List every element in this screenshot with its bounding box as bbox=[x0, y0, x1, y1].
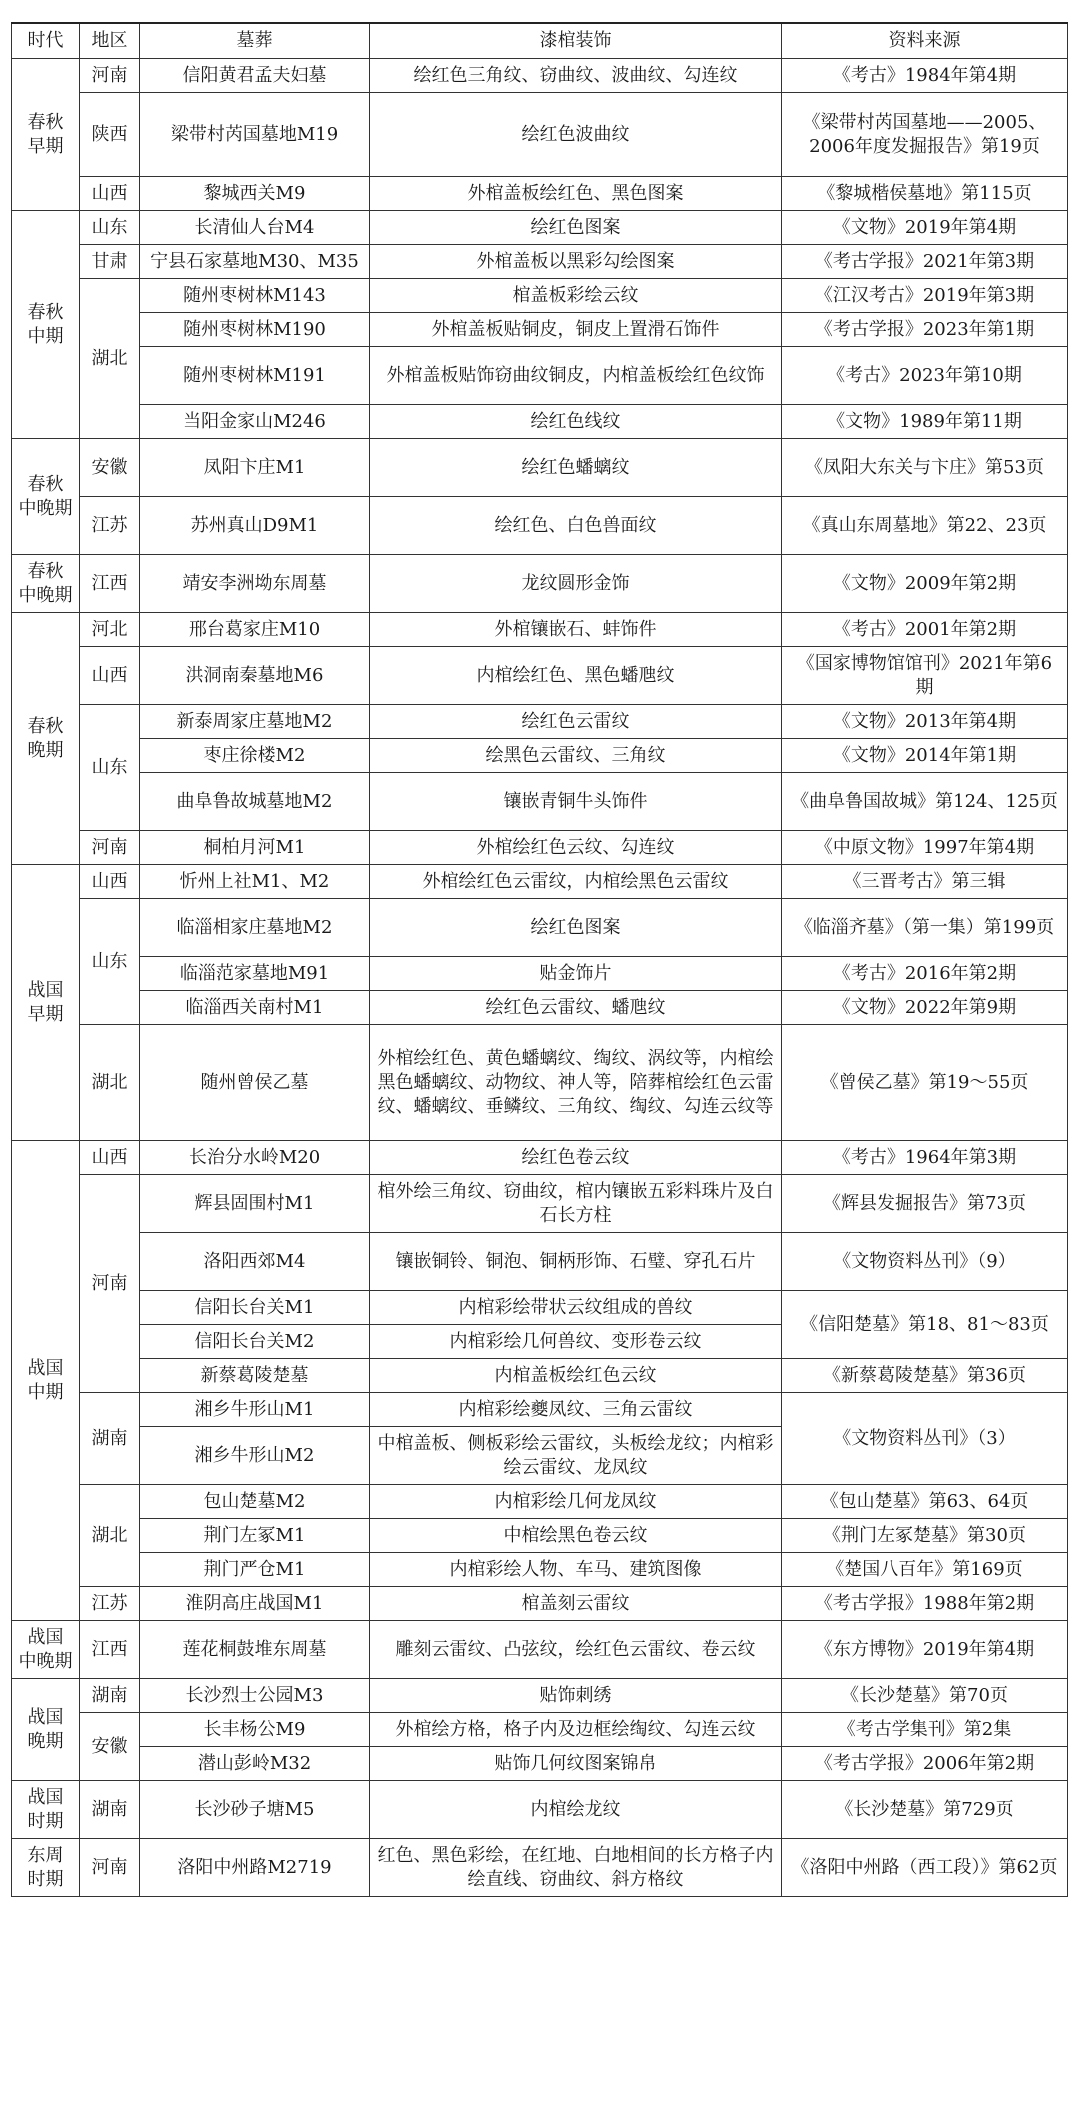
table-row bbox=[12, 1485, 1068, 1519]
tomb-cell: 随州曾侯乙墓 bbox=[140, 1025, 370, 1141]
table-row bbox=[12, 773, 1068, 831]
tomb-cell: 当阳金家山M246 bbox=[140, 405, 370, 439]
source-cell: 《新蔡葛陵楚墓》第36页 bbox=[782, 1359, 1068, 1393]
source-cell: 《曲阜鲁国故城》第124、125页 bbox=[782, 773, 1068, 831]
period-cell: 春秋 早期 bbox=[12, 59, 80, 211]
source-cell: 《长沙楚墓》第729页 bbox=[782, 1781, 1068, 1839]
decoration-cell: 内棺绘龙纹 bbox=[370, 1781, 782, 1839]
table-row bbox=[12, 93, 1068, 177]
decoration-cell: 外棺盖板以黑彩勾绘图案 bbox=[370, 245, 782, 279]
decoration-cell: 绘红色蟠螭纹 bbox=[370, 439, 782, 497]
decoration-cell: 外棺绘红色、黄色蟠螭纹、绹纹、涡纹等，内棺绘黑色蟠螭纹、动物纹、神人等，陪葬棺绘红色云雷纹、蟠螭纹、垂鳞纹、三角纹、绹纹、勾连云纹等 bbox=[370, 1025, 782, 1141]
source-cell: 《江汉考古》2019年第3期 bbox=[782, 279, 1068, 313]
decoration-cell: 贴饰几何纹图案锦帛 bbox=[370, 1747, 782, 1781]
tomb-cell: 临淄范家墓地M91 bbox=[140, 957, 370, 991]
tomb-cell: 莲花桐鼓堆东周墓 bbox=[140, 1621, 370, 1679]
tomb-cell: 信阳长台关M2 bbox=[140, 1325, 370, 1359]
table-row bbox=[12, 647, 1068, 705]
table-row bbox=[12, 991, 1068, 1025]
header-decoration: 漆棺装饰 bbox=[370, 23, 782, 59]
decoration-cell: 外棺绘红色云纹、勾连纹 bbox=[370, 831, 782, 865]
source-cell: 《洛阳中州路（西工段）》第62页 bbox=[782, 1839, 1068, 1897]
source-cell: 《东方博物》2019年第4期 bbox=[782, 1621, 1068, 1679]
table-row bbox=[12, 245, 1068, 279]
table-row bbox=[12, 1621, 1068, 1679]
decoration-cell: 绘红色图案 bbox=[370, 899, 782, 957]
decoration-cell: 外棺绘方格，格子内及边框绘绹纹、勾连云纹 bbox=[370, 1713, 782, 1747]
table-row bbox=[12, 739, 1068, 773]
region-cell: 河南 bbox=[80, 831, 140, 865]
source-cell: 《中原文物》1997年第4期 bbox=[782, 831, 1068, 865]
source-cell: 《三晋考古》第三辑 bbox=[782, 865, 1068, 899]
tomb-cell: 临淄西关南村M1 bbox=[140, 991, 370, 1025]
tomb-cell: 荆门严仓M1 bbox=[140, 1553, 370, 1587]
table-row bbox=[12, 1393, 1068, 1427]
table-row bbox=[12, 613, 1068, 647]
region-cell: 湖南 bbox=[80, 1393, 140, 1485]
decoration-cell: 绘红色波曲纹 bbox=[370, 93, 782, 177]
source-cell: 《考古》2023年第10期 bbox=[782, 347, 1068, 405]
source-cell: 《考古学集刊》第2集 bbox=[782, 1713, 1068, 1747]
region-cell: 山西 bbox=[80, 177, 140, 211]
tomb-cell: 新泰周家庄墓地M2 bbox=[140, 705, 370, 739]
table-row bbox=[12, 1359, 1068, 1393]
region-cell: 山东 bbox=[80, 899, 140, 1025]
tomb-cell: 桐柏月河M1 bbox=[140, 831, 370, 865]
source-cell: 《考古》2016年第2期 bbox=[782, 957, 1068, 991]
region-cell: 江苏 bbox=[80, 497, 140, 555]
decoration-cell: 红色、黑色彩绘，在红地、白地相间的长方格子内绘直线、窃曲纹、斜方格纹 bbox=[370, 1839, 782, 1897]
source-cell: 《考古》1984年第4期 bbox=[782, 59, 1068, 93]
decoration-cell: 中棺绘黑色卷云纹 bbox=[370, 1519, 782, 1553]
region-cell: 安徽 bbox=[80, 439, 140, 497]
table-row bbox=[12, 1713, 1068, 1747]
tomb-cell: 忻州上社M1、M2 bbox=[140, 865, 370, 899]
tomb-cell: 信阳黄君孟夫妇墓 bbox=[140, 59, 370, 93]
table-row bbox=[12, 1233, 1068, 1291]
decoration-cell: 内棺彩绘几何兽纹、变形卷云纹 bbox=[370, 1325, 782, 1359]
decoration-cell: 外棺盖板绘红色、黑色图案 bbox=[370, 177, 782, 211]
decoration-cell: 外棺盖板贴铜皮，铜皮上置滑石饰件 bbox=[370, 313, 782, 347]
table-row bbox=[12, 59, 1068, 93]
header-period: 时代 bbox=[12, 23, 80, 59]
tomb-cell: 曲阜鲁故城墓地M2 bbox=[140, 773, 370, 831]
source-cell: 《文物》2019年第4期 bbox=[782, 211, 1068, 245]
source-cell: 《文物资料丛刊》（9） bbox=[782, 1233, 1068, 1291]
table-row bbox=[12, 865, 1068, 899]
region-cell: 山西 bbox=[80, 1141, 140, 1175]
table-body bbox=[12, 59, 1068, 1897]
table-row bbox=[12, 347, 1068, 405]
decoration-cell: 外棺绘红色云雷纹，内棺绘黑色云雷纹 bbox=[370, 865, 782, 899]
region-cell: 江西 bbox=[80, 1621, 140, 1679]
decoration-cell: 内棺彩绘人物、车马、建筑图像 bbox=[370, 1553, 782, 1587]
period-cell: 战国 早期 bbox=[12, 865, 80, 1141]
table-row bbox=[12, 405, 1068, 439]
table-row bbox=[12, 1747, 1068, 1781]
table-row bbox=[12, 1587, 1068, 1621]
table-row bbox=[12, 1025, 1068, 1141]
region-cell: 湖南 bbox=[80, 1679, 140, 1713]
table-row bbox=[12, 279, 1068, 313]
period-cell: 战国 中期 bbox=[12, 1141, 80, 1621]
period-cell: 战国 中晚期 bbox=[12, 1621, 80, 1679]
source-cell: 《文物》2022年第9期 bbox=[782, 991, 1068, 1025]
table-row bbox=[12, 1553, 1068, 1587]
source-cell: 《包山楚墓》第63、64页 bbox=[782, 1485, 1068, 1519]
tomb-cell: 湘乡牛形山M1 bbox=[140, 1393, 370, 1427]
tomb-cell: 长丰杨公M9 bbox=[140, 1713, 370, 1747]
source-cell: 《文物》1989年第11期 bbox=[782, 405, 1068, 439]
header-source: 资料来源 bbox=[782, 23, 1068, 59]
region-cell: 河南 bbox=[80, 59, 140, 93]
region-cell: 湖北 bbox=[80, 279, 140, 439]
decoration-cell: 绘红色三角纹、窃曲纹、波曲纹、勾连纹 bbox=[370, 59, 782, 93]
source-cell: 《曾侯乙墓》第19～55页 bbox=[782, 1025, 1068, 1141]
table-row bbox=[12, 1141, 1068, 1175]
region-cell: 河南 bbox=[80, 1839, 140, 1897]
period-cell: 春秋 中晚期 bbox=[12, 439, 80, 555]
decoration-cell: 中棺盖板、侧板彩绘云雷纹，头板绘龙纹；内棺彩绘云雷纹、龙凤纹 bbox=[370, 1427, 782, 1485]
header-tomb: 墓葬 bbox=[140, 23, 370, 59]
period-cell: 战国 时期 bbox=[12, 1781, 80, 1839]
tomb-cell: 黎城西关M9 bbox=[140, 177, 370, 211]
region-cell: 河北 bbox=[80, 613, 140, 647]
table-row bbox=[12, 705, 1068, 739]
table-row bbox=[12, 1679, 1068, 1713]
decoration-cell: 绘红色卷云纹 bbox=[370, 1141, 782, 1175]
tomb-cell: 宁县石家墓地M30、M35 bbox=[140, 245, 370, 279]
source-cell: 《考古学报》2023年第1期 bbox=[782, 313, 1068, 347]
table-row bbox=[12, 1291, 1068, 1325]
region-cell: 江苏 bbox=[80, 1587, 140, 1621]
tomb-cell: 临淄相家庄墓地M2 bbox=[140, 899, 370, 957]
tomb-cell: 靖安李洲坳东周墓 bbox=[140, 555, 370, 613]
tomb-cell: 长清仙人台M4 bbox=[140, 211, 370, 245]
header-row bbox=[12, 23, 1068, 59]
region-cell: 山西 bbox=[80, 647, 140, 705]
tomb-cell: 辉县固围村M1 bbox=[140, 1175, 370, 1233]
tomb-cell: 邢台葛家庄M10 bbox=[140, 613, 370, 647]
period-cell: 战国 晚期 bbox=[12, 1679, 80, 1781]
region-cell: 山东 bbox=[80, 211, 140, 245]
table-row bbox=[12, 1175, 1068, 1233]
source-cell: 《楚国八百年》第169页 bbox=[782, 1553, 1068, 1587]
source-cell: 《临淄齐墓》（第一集）第199页 bbox=[782, 899, 1068, 957]
decoration-cell: 绘黑色云雷纹、三角纹 bbox=[370, 739, 782, 773]
decoration-cell: 内棺彩绘带状云纹组成的兽纹 bbox=[370, 1291, 782, 1325]
tomb-cell: 洛阳中州路M2719 bbox=[140, 1839, 370, 1897]
source-cell: 《国家博物馆馆刊》2021年第6期 bbox=[782, 647, 1068, 705]
table-row bbox=[12, 211, 1068, 245]
source-cell: 《辉县发掘报告》第73页 bbox=[782, 1175, 1068, 1233]
source-cell: 《文物资料丛刊》（3） bbox=[782, 1393, 1068, 1485]
tomb-cell: 新蔡葛陵楚墓 bbox=[140, 1359, 370, 1393]
decoration-cell: 棺外绘三角纹、窃曲纹，棺内镶嵌五彩料珠片及白石长方柱 bbox=[370, 1175, 782, 1233]
decoration-cell: 绘红色云雷纹、蟠虺纹 bbox=[370, 991, 782, 1025]
decoration-cell: 贴金饰片 bbox=[370, 957, 782, 991]
region-cell: 河南 bbox=[80, 1175, 140, 1393]
region-cell: 湖北 bbox=[80, 1025, 140, 1141]
decoration-cell: 绘红色图案 bbox=[370, 211, 782, 245]
source-cell: 《文物》2014年第1期 bbox=[782, 739, 1068, 773]
tomb-cell: 荆门左冢M1 bbox=[140, 1519, 370, 1553]
decoration-cell: 龙纹圆形金饰 bbox=[370, 555, 782, 613]
source-cell: 《凤阳大东关与卞庄》第53页 bbox=[782, 439, 1068, 497]
decoration-cell: 内棺盖板绘红色云纹 bbox=[370, 1359, 782, 1393]
table-row bbox=[12, 313, 1068, 347]
table-row bbox=[12, 497, 1068, 555]
decoration-cell: 内棺彩绘几何龙凤纹 bbox=[370, 1485, 782, 1519]
source-cell: 《考古学报》1988年第2期 bbox=[782, 1587, 1068, 1621]
tomb-cell: 随州枣树林M191 bbox=[140, 347, 370, 405]
tomb-cell: 长沙烈士公园M3 bbox=[140, 1679, 370, 1713]
tomb-cell: 随州枣树林M143 bbox=[140, 279, 370, 313]
table-container bbox=[11, 22, 1068, 1897]
period-cell: 春秋 中期 bbox=[12, 211, 80, 439]
decoration-cell: 雕刻云雷纹、凸弦纹，绘红色云雷纹、卷云纹 bbox=[370, 1621, 782, 1679]
source-cell: 《荆门左冢楚墓》第30页 bbox=[782, 1519, 1068, 1553]
region-cell: 甘肃 bbox=[80, 245, 140, 279]
period-cell: 春秋 晚期 bbox=[12, 613, 80, 865]
source-cell: 《文物》2009年第2期 bbox=[782, 555, 1068, 613]
region-cell: 山东 bbox=[80, 705, 140, 831]
region-cell: 江西 bbox=[80, 555, 140, 613]
tomb-cell: 长沙砂子塘M5 bbox=[140, 1781, 370, 1839]
table-row bbox=[12, 899, 1068, 957]
header-region: 地区 bbox=[80, 23, 140, 59]
tomb-cell: 梁带村芮国墓地M19 bbox=[140, 93, 370, 177]
decoration-cell: 内棺彩绘夔凤纹、三角云雷纹 bbox=[370, 1393, 782, 1427]
source-cell: 《考古学报》2006年第2期 bbox=[782, 1747, 1068, 1781]
source-cell: 《真山东周墓地》第22、23页 bbox=[782, 497, 1068, 555]
decoration-cell: 绘红色云雷纹 bbox=[370, 705, 782, 739]
tomb-cell: 淮阴高庄战国M1 bbox=[140, 1587, 370, 1621]
source-cell: 《考古》1964年第3期 bbox=[782, 1141, 1068, 1175]
table-row bbox=[12, 177, 1068, 211]
tomb-cell: 苏州真山D9M1 bbox=[140, 497, 370, 555]
decoration-cell: 外棺盖板贴饰窃曲纹铜皮，内棺盖板绘红色纹饰 bbox=[370, 347, 782, 405]
source-cell: 《考古》2001年第2期 bbox=[782, 613, 1068, 647]
tomb-cell: 凤阳卞庄M1 bbox=[140, 439, 370, 497]
table-row bbox=[12, 555, 1068, 613]
table-row bbox=[12, 1781, 1068, 1839]
region-cell: 陕西 bbox=[80, 93, 140, 177]
table-row bbox=[12, 439, 1068, 497]
tomb-cell: 长治分水岭M20 bbox=[140, 1141, 370, 1175]
decoration-cell: 棺盖刻云雷纹 bbox=[370, 1587, 782, 1621]
table-row bbox=[12, 831, 1068, 865]
period-cell: 春秋 中晚期 bbox=[12, 555, 80, 613]
region-cell: 湖北 bbox=[80, 1485, 140, 1587]
decoration-cell: 绘红色、白色兽面纹 bbox=[370, 497, 782, 555]
region-cell: 湖南 bbox=[80, 1781, 140, 1839]
source-cell: 《长沙楚墓》第70页 bbox=[782, 1679, 1068, 1713]
table-row bbox=[12, 1519, 1068, 1553]
table-row bbox=[12, 957, 1068, 991]
source-cell: 《梁带村芮国墓地——2005、2006年度发掘报告》第19页 bbox=[782, 93, 1068, 177]
region-cell: 山西 bbox=[80, 865, 140, 899]
lacquer-coffin-table bbox=[11, 22, 1068, 1897]
tomb-cell: 包山楚墓M2 bbox=[140, 1485, 370, 1519]
tomb-cell: 洛阳西郊M4 bbox=[140, 1233, 370, 1291]
source-cell: 《文物》2013年第4期 bbox=[782, 705, 1068, 739]
table-row bbox=[12, 1839, 1068, 1897]
source-cell: 《信阳楚墓》第18、81～83页 bbox=[782, 1291, 1068, 1359]
decoration-cell: 贴饰刺绣 bbox=[370, 1679, 782, 1713]
tomb-cell: 潜山彭岭M32 bbox=[140, 1747, 370, 1781]
source-cell: 《黎城楷侯墓地》第115页 bbox=[782, 177, 1068, 211]
tomb-cell: 随州枣树林M190 bbox=[140, 313, 370, 347]
decoration-cell: 内棺绘红色、黑色蟠虺纹 bbox=[370, 647, 782, 705]
decoration-cell: 绘红色线纹 bbox=[370, 405, 782, 439]
decoration-cell: 镶嵌铜铃、铜泡、铜柄形饰、石璧、穿孔石片 bbox=[370, 1233, 782, 1291]
period-cell: 东周 时期 bbox=[12, 1839, 80, 1897]
tomb-cell: 洪洞南秦墓地M6 bbox=[140, 647, 370, 705]
source-cell: 《考古学报》2021年第3期 bbox=[782, 245, 1068, 279]
decoration-cell: 棺盖板彩绘云纹 bbox=[370, 279, 782, 313]
decoration-cell: 镶嵌青铜牛头饰件 bbox=[370, 773, 782, 831]
decoration-cell: 外棺镶嵌石、蚌饰件 bbox=[370, 613, 782, 647]
tomb-cell: 信阳长台关M1 bbox=[140, 1291, 370, 1325]
region-cell: 安徽 bbox=[80, 1713, 140, 1781]
tomb-cell: 枣庄徐楼M2 bbox=[140, 739, 370, 773]
tomb-cell: 湘乡牛形山M2 bbox=[140, 1427, 370, 1485]
